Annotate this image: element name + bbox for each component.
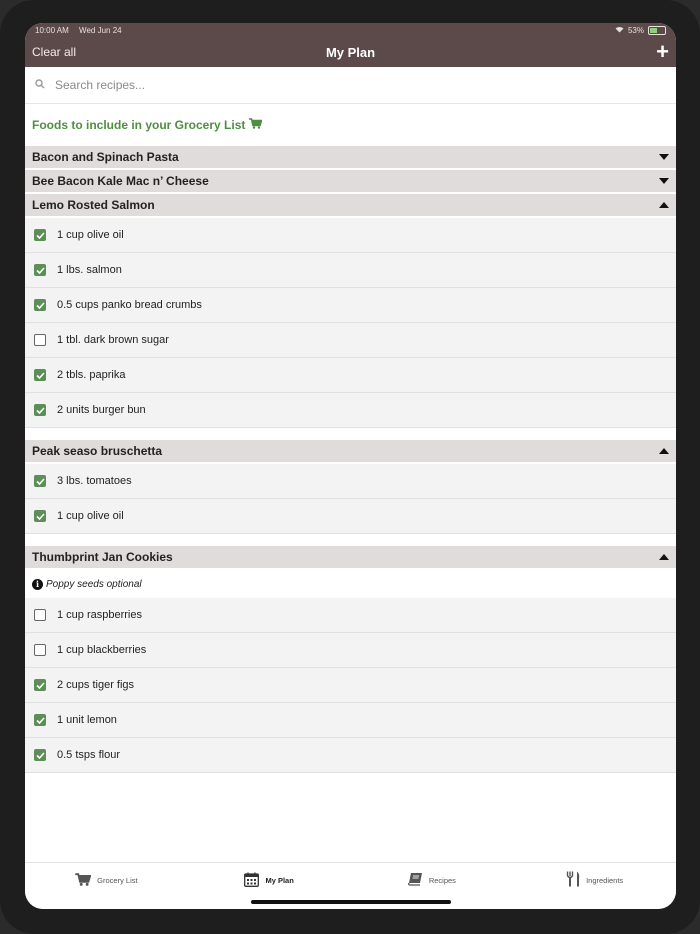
tab-grocery-list[interactable] (25, 863, 188, 909)
search-icon (35, 76, 45, 94)
ingredient-label: 1 cup olive oil (57, 229, 124, 241)
grocery-link-label: Foods to include in your Grocery List (32, 118, 246, 132)
tab-label: My Plan (265, 875, 294, 885)
chevron-up-icon (659, 202, 669, 208)
checkbox-checked[interactable] (34, 229, 46, 241)
section-title: Peak seaso bruschetta (32, 444, 163, 458)
recipe-header[interactable] (25, 546, 676, 570)
collapsed-section[interactable] (25, 146, 676, 170)
checkbox-checked[interactable] (34, 299, 46, 311)
ingredient-row[interactable] (25, 253, 676, 288)
ingredient-row[interactable] (25, 288, 676, 323)
section-title: Bacon and Spinach Pasta (32, 150, 179, 164)
checkbox-checked[interactable] (34, 510, 46, 522)
section-spacer (25, 534, 676, 546)
status-date: Wed Jun 24 (79, 25, 122, 35)
ingredient-row[interactable] (25, 464, 676, 499)
note-text: Poppy seeds optional (46, 578, 142, 590)
checkbox-unchecked[interactable] (34, 609, 46, 621)
cart-icon (75, 873, 97, 888)
recipe-note (25, 570, 676, 598)
battery-icon (648, 26, 666, 35)
nav-bar (25, 37, 676, 67)
ingredient-label: 1 cup raspberries (57, 609, 142, 621)
home-indicator (251, 900, 451, 904)
ingredient-row[interactable] (25, 393, 676, 428)
checkbox-checked[interactable] (34, 369, 46, 381)
search-bar (25, 67, 676, 104)
recipe-header[interactable] (25, 194, 676, 218)
wifi-icon (615, 26, 624, 35)
add-icon[interactable]: + (656, 39, 669, 64)
recipe-section (25, 194, 676, 428)
chevron-down-icon (659, 178, 669, 184)
checkbox-checked[interactable] (34, 749, 46, 761)
ingredient-label: 2 tbls. paprika (57, 369, 126, 381)
chevron-down-icon (659, 154, 669, 160)
ingredient-label: 2 cups tiger figs (57, 679, 135, 691)
checkbox-checked[interactable] (34, 679, 46, 691)
ingredient-row[interactable] (25, 738, 676, 773)
checkbox-checked[interactable] (34, 475, 46, 487)
chevron-up-icon (659, 554, 669, 560)
info-icon: i (32, 579, 43, 590)
ingredient-label: 1 unit lemon (57, 714, 117, 726)
checkbox-unchecked[interactable] (34, 334, 46, 346)
book-icon (408, 872, 429, 888)
tab-label: Recipes (428, 875, 456, 885)
recipe-section (25, 546, 676, 773)
ingredient-row[interactable] (25, 358, 676, 393)
section-title: Bee Bacon Kale Mac n’ Cheese (32, 174, 209, 188)
tab-ingredients[interactable] (513, 863, 676, 909)
status-bar (25, 23, 676, 37)
chevron-up-icon (659, 448, 669, 454)
search-input[interactable] (53, 77, 617, 93)
ingredient-label: 1 lbs. salmon (57, 264, 122, 276)
ingredient-label: 1 tbl. dark brown sugar (57, 334, 169, 346)
ingredient-row[interactable] (25, 703, 676, 738)
checkbox-checked[interactable] (34, 714, 46, 726)
utensils-icon (566, 871, 586, 889)
ingredient-label: 3 lbs. tomatoes (57, 475, 132, 487)
ingredient-label: 0.5 tsps flour (57, 749, 120, 761)
tab-label: Grocery List (97, 875, 138, 885)
tab-label: Ingredients (586, 875, 624, 885)
status-time: 10:00 AM (35, 25, 69, 35)
recipe-header[interactable] (25, 440, 676, 464)
section-title: Thumbprint Jan Cookies (32, 550, 173, 564)
ingredient-label: 1 cup blackberries (57, 644, 147, 656)
grocery-list-link[interactable] (25, 104, 676, 146)
checkbox-checked[interactable] (34, 264, 46, 276)
ingredient-label: 1 cup olive oil (57, 510, 124, 522)
battery-percent: 53% (627, 25, 644, 35)
clear-all-button[interactable]: Clear all (32, 45, 77, 59)
app-screen (25, 23, 676, 909)
calendar-icon (244, 872, 265, 889)
ingredient-row[interactable] (25, 499, 676, 534)
collapsed-section[interactable] (25, 170, 676, 194)
ingredient-row[interactable] (25, 598, 676, 633)
section-title: Lemo Rosted Salmon (32, 198, 155, 212)
checkbox-unchecked[interactable] (34, 644, 46, 656)
recipe-section (25, 440, 676, 534)
page-title: My Plan (325, 44, 376, 60)
ingredient-row[interactable] (25, 668, 676, 703)
cart-icon (245, 118, 262, 132)
section-spacer (25, 428, 676, 440)
ingredient-row[interactable] (25, 218, 676, 253)
ingredient-label: 0.5 cups panko bread crumbs (57, 299, 202, 311)
checkbox-checked[interactable] (34, 404, 46, 416)
ingredient-label: 2 units burger bun (57, 404, 146, 416)
ingredient-row[interactable] (25, 633, 676, 668)
ingredient-row[interactable] (25, 323, 676, 358)
